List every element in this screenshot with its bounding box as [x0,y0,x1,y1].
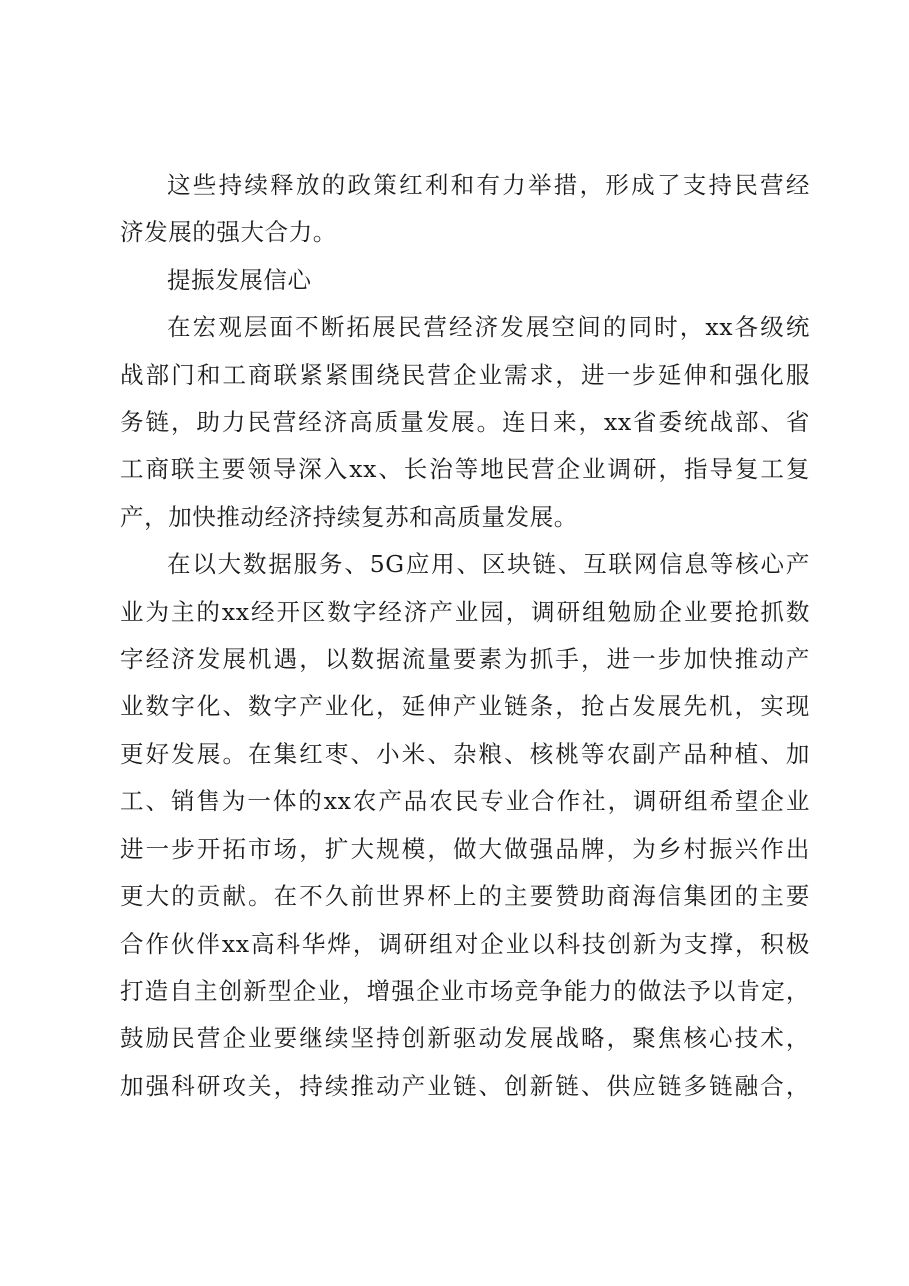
section-heading-text: 提振发展信心 [167,265,312,294]
paragraph-digital-economy [120,541,810,1110]
text-line: 更好发展。在集红枣、小米、杂粮、核桃等农副产品种植、加 [120,739,810,768]
text-line: 济发展的强大合力。 [120,218,337,247]
paragraph-service-chain [120,304,810,541]
text-line: 业为主的xx经开区数字经济产业园，调研组勉励企业要抢抓数 [120,597,810,626]
text-line: 更大的贡献。在不久前世界杯上的主要赞助商海信集团的主要 [120,882,810,911]
text-line: 打造自主创新型企业，增强企业市场竞争能力的做法予以肯定， [120,976,810,1005]
text-line: 字经济发展机遇，以数据流量要素为抓手，进一步加快推动产 [120,645,810,674]
text-line: 在以大数据服务、5G应用、区块链、互联网信息等核心产 [167,550,810,579]
text-line: 战部门和工商联紧紧围绕民营企业需求，进一步延伸和强化服 [120,360,810,389]
paragraph-policy-summary [120,162,810,257]
text-line: 进一步开拓市场，扩大规模，做大做强品牌，为乡村振兴作出 [120,834,810,863]
text-line: 工商联主要领导深入xx、长治等地民营企业调研，指导复工复 [120,455,810,484]
text-line: 工、销售为一体的xx农产品农民专业合作社，调研组希望企业 [120,787,810,816]
text-line: 合作伙伴xx高科华烨，调研组对企业以科技创新为支撑，积极 [120,929,810,958]
text-line: 产，加快推动经济持续复苏和高质量发展。 [120,502,578,531]
text-line: 务链，助力民营经济高质量发展。连日来，xx省委统战部、省 [120,408,810,437]
text-line: 这些持续释放的政策红利和有力举措，形成了支持民营经 [167,171,810,199]
section-heading [120,257,810,304]
text-line: 在宏观层面不断拓展民营经济发展空间的同时，xx各级统 [167,313,810,342]
text-line: 加强科研攻关，持续推动产业链、创新链、供应链多链融合， [120,1071,810,1100]
text-line: 鼓励民营企业要继续坚持创新驱动发展战略，聚焦核心技术， [120,1024,810,1053]
document-body [120,162,810,1110]
text-line: 业数字化、数字产业化，延伸产业链条，抢占发展先机，实现 [120,692,810,721]
